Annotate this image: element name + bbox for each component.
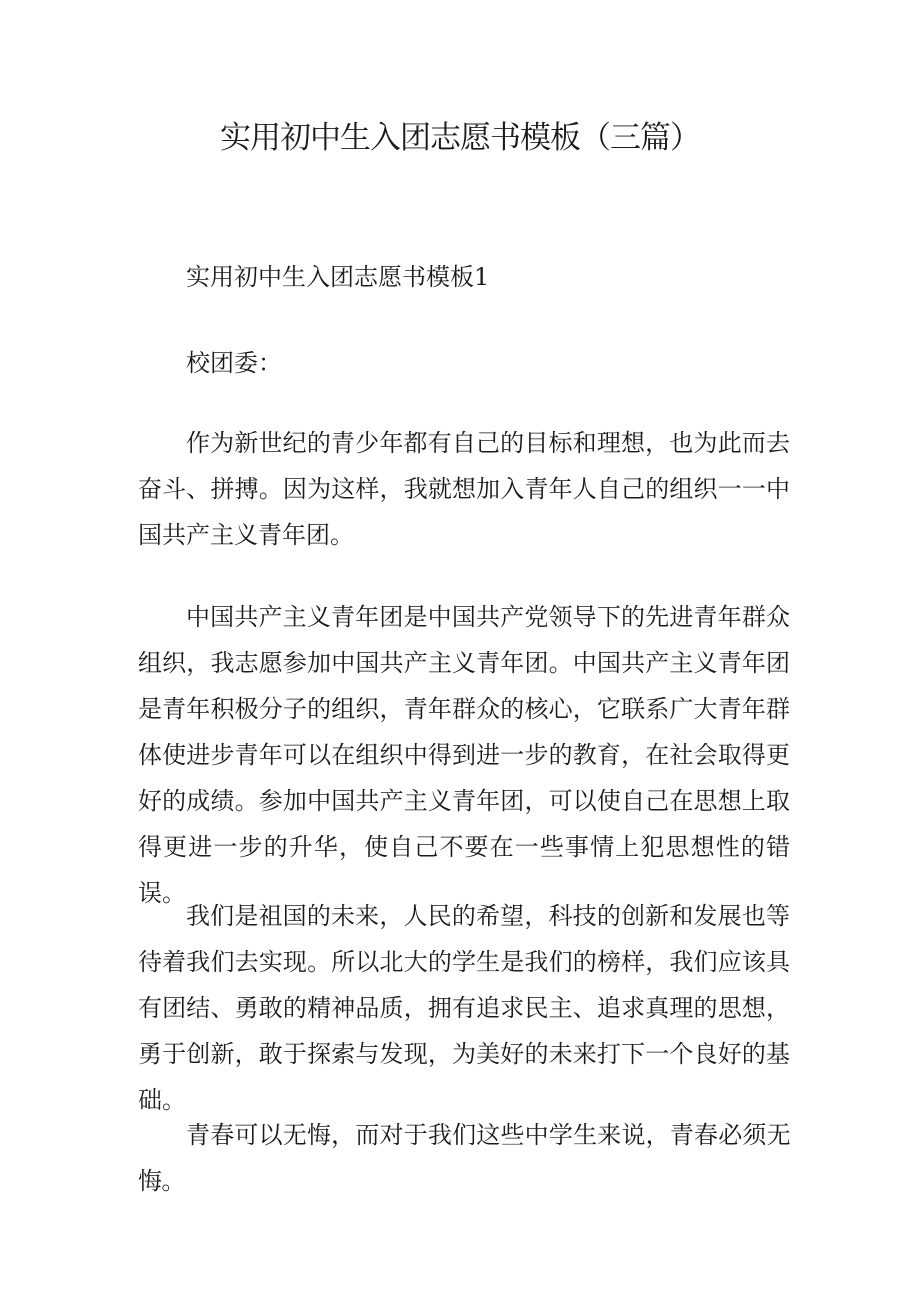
- body-paragraph: 我们是祖国的未来，人民的希望，科技的创新和发展也等待着我们去实现。所以北大的学生是我们的榜样，我们应该具有团结、勇敢的精神品质，拥有追求民主、追求真理的思想，勇于创新，敢于探索与发现，为美好的未来打下一个良好的基础。: [138, 902, 790, 1114]
- section-heading: 实用初中生入团志愿书模板1: [186, 263, 490, 291]
- body-paragraph: 作为新世纪的青少年都有自己的目标和理想，也为此而去奋斗、拼搏。因为这样，我就想加入青年人自己的组织一一中国共产主义青年团。: [138, 429, 790, 549]
- body-paragraph: 青春可以无悔，而对于我们这些中学生来说，青春必须无悔。: [138, 1121, 790, 1195]
- salutation: 校团委：: [186, 349, 282, 377]
- document-title: 实用初中生入团志愿书模板（三篇）: [220, 120, 700, 156]
- body-paragraph: 中国共产主义青年团是中国共产党领导下的先进青年群众组织，我志愿参加中国共产主义青年团。中国共产主义青年团是青年积极分子的组织，青年群众的核心，它联系广大青年群体使进步青年可以在组织中得到进一步的教育，在社会取得更好的成绩。参加中国共产主义青年团，可以使自己在思想上取得更进一步的升华，使自己不要在一些事情上犯思想性的错误。: [138, 603, 790, 907]
